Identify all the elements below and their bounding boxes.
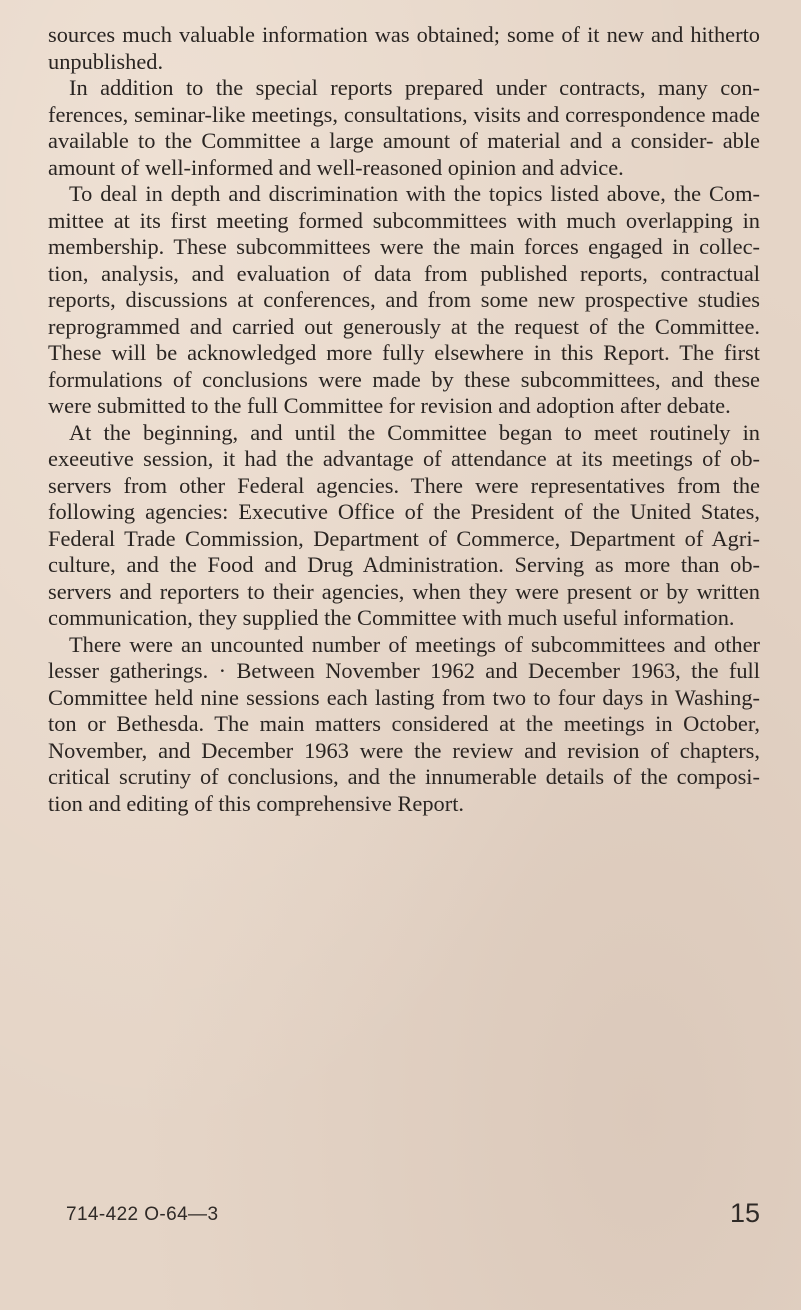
print-code: 714-422 O-64—3 <box>66 1204 219 1225</box>
paragraph-subcommittees: To deal in depth and discrimination with the topics listed above, the Com- mittee at its first meeting formed subcommittees with much overlapping in membership. These subcommittees were the main forces engaged in collec- tion, analysis, and evaluation of data from published reports, contractual reports, discussions at conferences, and from some new prospective studies reprogrammed and carried out generously at the request of the Committee. These will be acknowledged more fully elsewhere in this Report. The first formulations of conclusions were made by these subcommittees, and these were submitted to the full Committee for revision and adoption after debate. <box>48 181 760 418</box>
page-body <box>48 22 760 817</box>
paragraph-observers: At the beginning, and until the Committee began to meet routinely in exeeutive session, it had the advantage of attendance at its meetings of ob- servers from other Federal agencies. There were representatives from the following agencies: Executive Office of the President of the United States, Federal Trade Commission, Department of Commerce, Department of Agri- culture, and the Food and Drug Administration. Serving as more than ob- servers and reporters to their agencies, when they were present or by written communication, they supplied the Committee with much useful information. <box>48 419 760 630</box>
page-footer <box>66 1198 760 1232</box>
page-number: 15 <box>729 1198 760 1228</box>
paragraph-special-reports: In addition to the special reports prepared under contracts, many con- ferences, seminar-like meetings, consultations, visits and correspondence made available to the Committee a large amount of material and a consider- able amount of well-informed and well-reasoned opinion and advice. <box>48 75 760 180</box>
paragraph-continued: sources much valuable information was obtained; some of it new and hitherto unpublished. <box>48 22 760 74</box>
paragraph-meetings: There were an uncounted number of meetings of subcommittees and other lesser gatherings. · Between November 1962 and December 1963, the full Committee held nine sessions each lasting from two to four days in Washing- ton or Bethesda. The main matters considered at the meetings in October, November, and December 1963 were the review and revision of chapters, critical scrutiny of conclusions, and the innumerable details of the composi- tion and editing of this comprehensive Report. <box>48 631 760 816</box>
